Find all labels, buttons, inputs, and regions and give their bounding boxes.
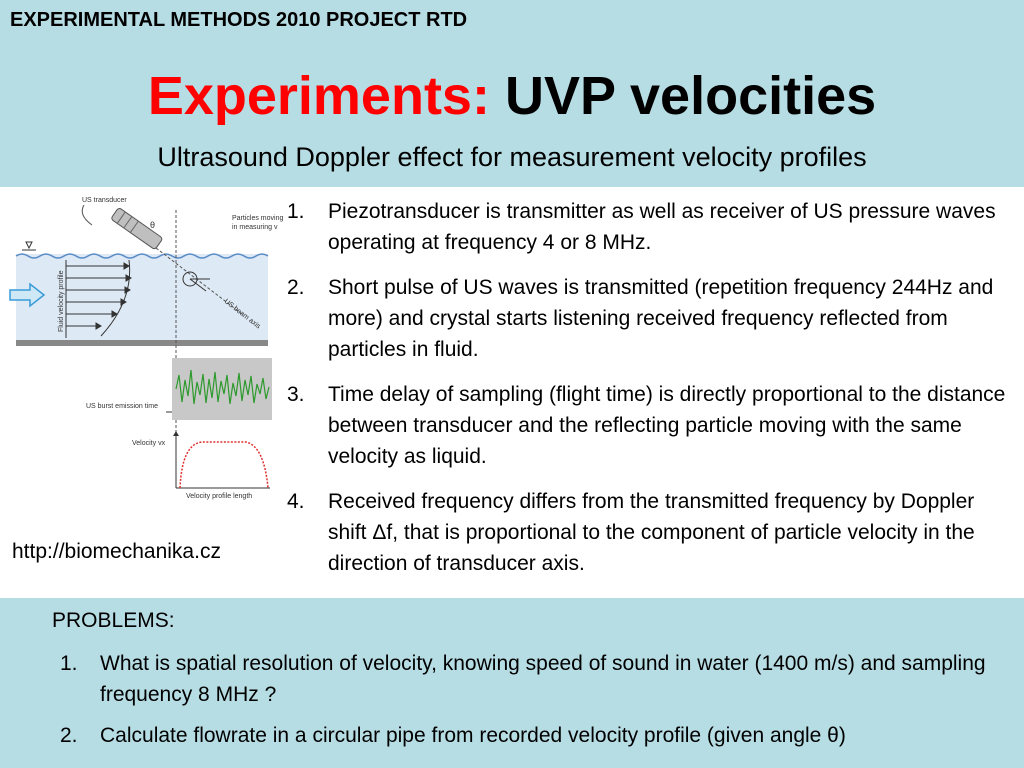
list-item-text: What is spatial resolution of velocity, knowing speed of sound in water (1400 m/s) and sampling frequency 8 MHz ? xyxy=(100,652,986,706)
list-item-text: Received frequency differs from the transmitted frequency by Doppler shift Δf, that is proportional to the component of particle velocity in the direction of transducer axis. xyxy=(328,490,975,575)
list-item-text: Piezotransducer is transmitter as well as receiver of US pressure waves operating at frequency 4 or 8 MHz. xyxy=(328,200,996,254)
list-item-number: 2. xyxy=(287,276,305,299)
channel-floor xyxy=(16,340,268,346)
uvp-diagram xyxy=(6,190,284,502)
principle-steps-list xyxy=(287,196,1012,593)
slide-title xyxy=(0,64,1024,128)
list-item-number: 1. xyxy=(60,652,78,675)
particles-label-line2: in measuring v xyxy=(232,224,278,231)
list-item-text: Short pulse of US waves is transmitted (repetition frequency 244Hz and more) and crystal starts listening received frequency reflected from particles in fluid. xyxy=(328,276,994,361)
velocity-axis-label: Velocity vx xyxy=(132,440,166,447)
problems-heading: PROBLEMS: xyxy=(52,609,175,632)
list-item-number: 2. xyxy=(60,724,78,747)
list-item-text: Calculate flowrate in a circular pipe from recorded velocity profile (given angle θ) xyxy=(100,724,846,747)
list-item xyxy=(287,379,1012,472)
list-item xyxy=(287,486,1012,579)
beam-axis-label: US beam axis xyxy=(222,298,262,331)
title-part-red: Experiments: xyxy=(147,66,490,126)
list-item-number: 1. xyxy=(287,200,305,223)
problems-list xyxy=(60,648,1020,761)
theta-label: θ xyxy=(150,220,156,230)
water-region xyxy=(16,254,268,340)
list-item xyxy=(287,272,1012,365)
profile-length-label: Velocity profile length xyxy=(186,493,253,500)
title-part-black: UVP velocities xyxy=(504,66,877,126)
particles-label-line1: Particles moving xyxy=(232,215,284,222)
list-item-text: Time delay of sampling (flight time) is directly proportional to the distance between transducer and the reflecting particle moving with the same velocity as liquid. xyxy=(328,383,1006,468)
course-header: EXPERIMENTAL METHODS 2010 PROJECT RTD xyxy=(10,9,468,31)
list-item-number: 4. xyxy=(287,490,305,513)
list-item-number: 3. xyxy=(287,383,305,406)
source-link[interactable]: http://biomechanika.cz xyxy=(12,540,221,563)
list-item xyxy=(60,720,1020,751)
burst-label: US burst emission time xyxy=(86,403,158,410)
list-item xyxy=(287,196,1012,258)
transducer-label: US transducer xyxy=(82,197,127,204)
fluid-profile-label: Fluid velocity profile xyxy=(58,270,65,332)
slide-subtitle: Ultrasound Doppler effect for measurement velocity profiles xyxy=(157,142,867,172)
list-item xyxy=(60,648,1020,710)
